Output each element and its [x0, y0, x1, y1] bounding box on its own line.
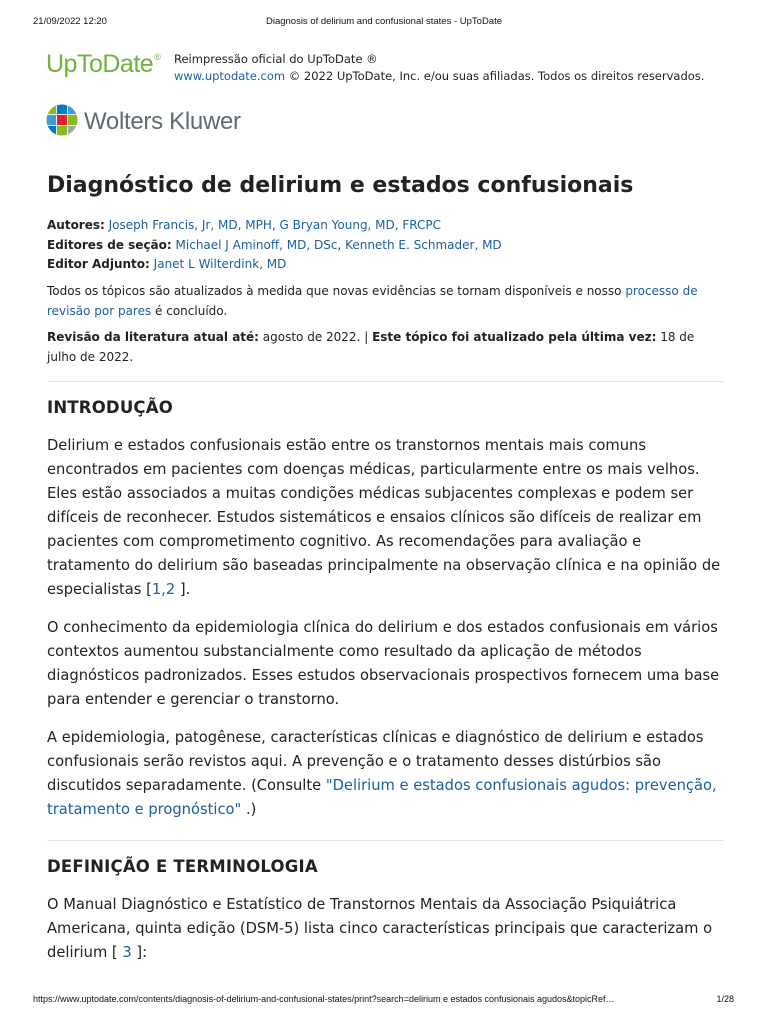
print-url: https://www.uptodate.com/contents/diagnosis-of-delirium-and-confusional-states/print?search=delirium e estados confusionais agudos&topicRef…: [33, 994, 615, 1004]
section-editors-line: [47, 236, 724, 256]
section-divider: [47, 381, 724, 382]
lit-review-label: Revisão da literatura atual até:: [47, 329, 259, 344]
definition-p1-end: ]:: [131, 943, 148, 961]
lit-review-value: agosto de 2022. |: [258, 329, 373, 344]
intro-paragraph-1: [47, 434, 724, 602]
delirium-prevention-topic-link[interactable]: "Delirium e estados confusionais agudos: prevenção, tratamento e prognóstico": [47, 776, 717, 818]
uptodate-logo-text: UpToDate: [46, 50, 154, 78]
section-editor-separator: ,: [337, 237, 346, 252]
section-editors-label: Editores de seção:: [47, 237, 172, 252]
definition-heading: DEFINIÇÃO E TERMINOLOGIA: [47, 856, 318, 876]
intro-p1-end: ].: [175, 580, 191, 598]
last-updated-value: 18 de julho de 2022.: [47, 329, 695, 364]
intro-p3-end: .): [241, 800, 257, 818]
uptodate-site-link[interactable]: www.uptodate.com: [174, 69, 286, 83]
reference-link-1-2[interactable]: 1,2: [151, 580, 176, 598]
authors-link[interactable]: Joseph Francis, Jr, MD, MPH, G Bryan Young, MD, FRCPC: [108, 218, 442, 232]
brand-row: [46, 48, 726, 88]
definition-paragraph-1: [47, 893, 724, 965]
page-number: 1/28: [716, 994, 734, 1004]
intro-paragraph-3: [47, 726, 724, 822]
section-editor-link-aminoff[interactable]: Michael J Aminoff, MD, DSc: [175, 237, 338, 252]
update-note-text: Todos os tópicos são atualizados à medida que novas evidências se tornam disponíveis e nosso: [47, 283, 626, 298]
article-title: Diagnóstico de delirium e estados confusionais: [47, 173, 634, 198]
section-editor-link-schmader[interactable]: Kenneth E. Schmader, MD: [345, 237, 502, 252]
print-footer: [0, 994, 768, 1008]
article-content: [47, 170, 724, 965]
authors-label: Autores:: [47, 218, 105, 232]
wolters-kluwer-logo: [46, 104, 346, 138]
intro-paragraph-2: O conhecimento da epidemiologia clínica do delirium e dos estados confusionais em vários contextos aumentou substancialmente como resultado da aplicação de métodos diagnósticos padronizados. Esses estudos observacionais prospectivos fornecem uma base para entender e gerenciar o transtorno.: [47, 618, 720, 708]
intro-p3-text: A epidemiologia, patogênese, características clínicas e diagnóstico de delirium e estados confusionais serão revistos aqui. A prevenção e o tratamento desses distúrbios são discutidos separadamente. (Consulte: [47, 728, 704, 794]
section-divider: [47, 840, 724, 841]
definition-p1-text: O Manual Diagnóstico e Estatístico de Transtornos Mentais da Associação Psiquiátrica Americana, quinta edição (DSM-5) lista cinco características principais que caracterizam o delirium [: [47, 895, 713, 961]
update-note-end: é concluído.: [151, 303, 228, 318]
publisher-name: Wolters Kluwer: [84, 108, 241, 135]
deputy-editor-label: Editor Adjunto:: [47, 257, 150, 271]
uptodate-logo: [46, 50, 160, 79]
print-doc-title: Diagnosis of delirium and confusional states - UpToDate: [265, 16, 503, 27]
reprint-notice: [174, 51, 704, 85]
reference-link-3[interactable]: 3: [122, 943, 132, 961]
review-dates: [47, 327, 724, 367]
copyright-text: © 2022 UpToDate, Inc. e/ou suas afiliadas. Todos os direitos reservados.: [285, 69, 705, 83]
reprint-line: Reimpressão oficial do UpToDate ®: [174, 52, 378, 66]
deputy-editor-link[interactable]: Janet L Wilterdink, MD: [153, 257, 287, 271]
print-header: [0, 16, 768, 30]
wolters-kluwer-globe-icon: [46, 104, 78, 136]
deputy-editor-line: [47, 255, 724, 275]
copyright-line: [174, 68, 704, 85]
last-updated-label: Este tópico foi atualizado pela última vez:: [372, 329, 657, 344]
peer-review-link[interactable]: processo de revisão por pares: [47, 283, 698, 318]
print-datetime: 21/09/2022 12:20: [33, 16, 107, 27]
registered-mark: ®: [154, 52, 161, 62]
authors-line: [47, 216, 724, 236]
update-note: [47, 281, 724, 321]
intro-heading: INTRODUÇÃO: [47, 397, 173, 417]
intro-p1-text: Delirium e estados confusionais estão entre os transtornos mentais mais comuns encontrados em pacientes com doenças médicas, particularmente entre os mais velhos. Eles estão associados a muitas condições médicas subjacentes complexas e podem ser difíceis de reconhecer. Estudos sistemáticos e ensaios clínicos são difíceis de realizar em pacientes com comprometimento cognitivo. As recomendações para avaliação e tratamento do delirium são baseadas principalmente na observação clínica e na opinião de especialistas [: [47, 436, 721, 598]
